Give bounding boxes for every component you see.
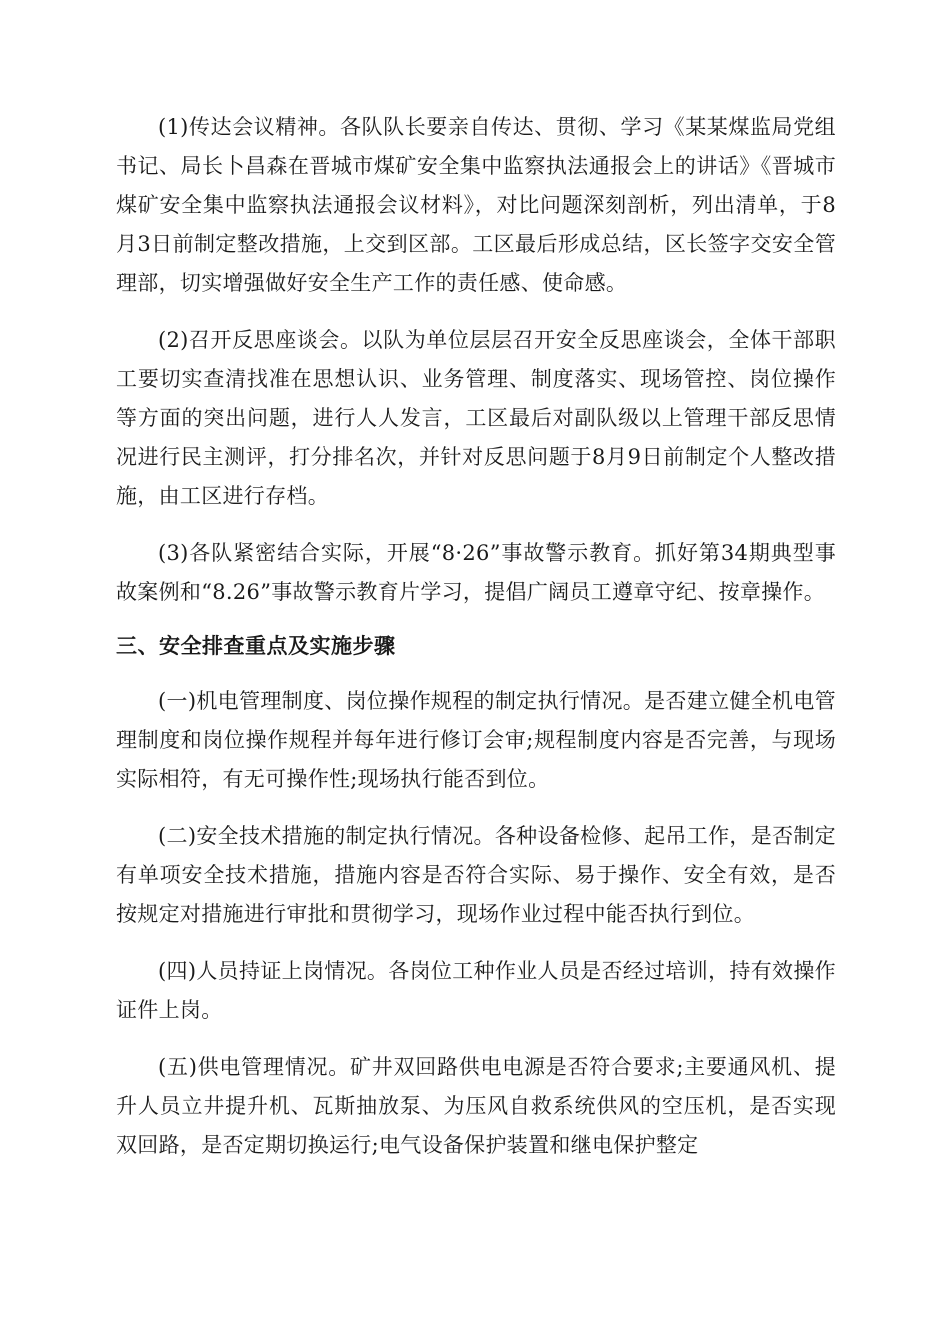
document-body (116, 108, 836, 1183)
paragraph-accident-warning-education: (3)各队紧密结合实际，开展“8·26”事故警示教育。抓好第34期典型事故案例和“8.26”事故警示教育片学习，提倡广阔员工遵章守纪、按章操作。 (116, 541, 836, 604)
paragraph-electromechanical-management: (一)机电管理制度、岗位操作规程的制定执行情况。是否建立健全机电管理制度和岗位操作规程并每年进行修订会审;规程制度内容是否完善，与现场实际相符，有无可操作性;现场执行能否到位。 (116, 689, 836, 791)
paragraph-reflection-symposium: (2)召开反思座谈会。以队为单位层层召开安全反思座谈会，全体干部职工要切实查清找准在思想认识、业务管理、制度落实、现场管控、岗位操作等方面的突出问题，进行人人发言，工区最后对副队级以上管理干部反思情况进行民主测评，打分排名次，并针对反思问题于8月9日前制定个人整改措施，由工区进行存档。 (116, 328, 836, 508)
paragraph-certified-personnel: (四)人员持证上岗情况。各岗位工种作业人员是否经过培训，持有效操作证件上岗。 (116, 959, 836, 1022)
paragraph-safety-technical-measures: (二)安全技术措施的制定执行情况。各种设备检修、起吊工作，是否制定有单项安全技术措施，措施内容是否符合实际、易于操作、安全有效，是否按规定对措施进行审批和贯彻学习，现场作业过程中能否执行到位。 (116, 824, 836, 926)
section-heading: 三、安全排查重点及实施步骤 (116, 634, 396, 658)
paragraph-power-supply-management: (五)供电管理情况。矿井双回路供电电源是否符合要求;主要通风机、提升人员立井提升机、瓦斯抽放泵、为压风自救系统供风的空压机，是否实现双回路，是否定期切换运行;电气设备保护装置和继电保护整定 (116, 1055, 836, 1157)
paragraph-convey-meeting-spirit: (1)传达会议精神。各队队长要亲自传达、贯彻、学习《某某煤监局党组书记、局长卜昌森在晋城市煤矿安全集中监察执法通报会上的讲话》《晋城市煤矿安全集中监察执法通报会议材料》，对比问题深刻剖析，列出清单，于8月3日前制定整改措施，上交到区部。工区最后形成总结，区长签字交安全管理部，切实增强做好安全生产工作的责任感、使命感。 (116, 115, 836, 295)
